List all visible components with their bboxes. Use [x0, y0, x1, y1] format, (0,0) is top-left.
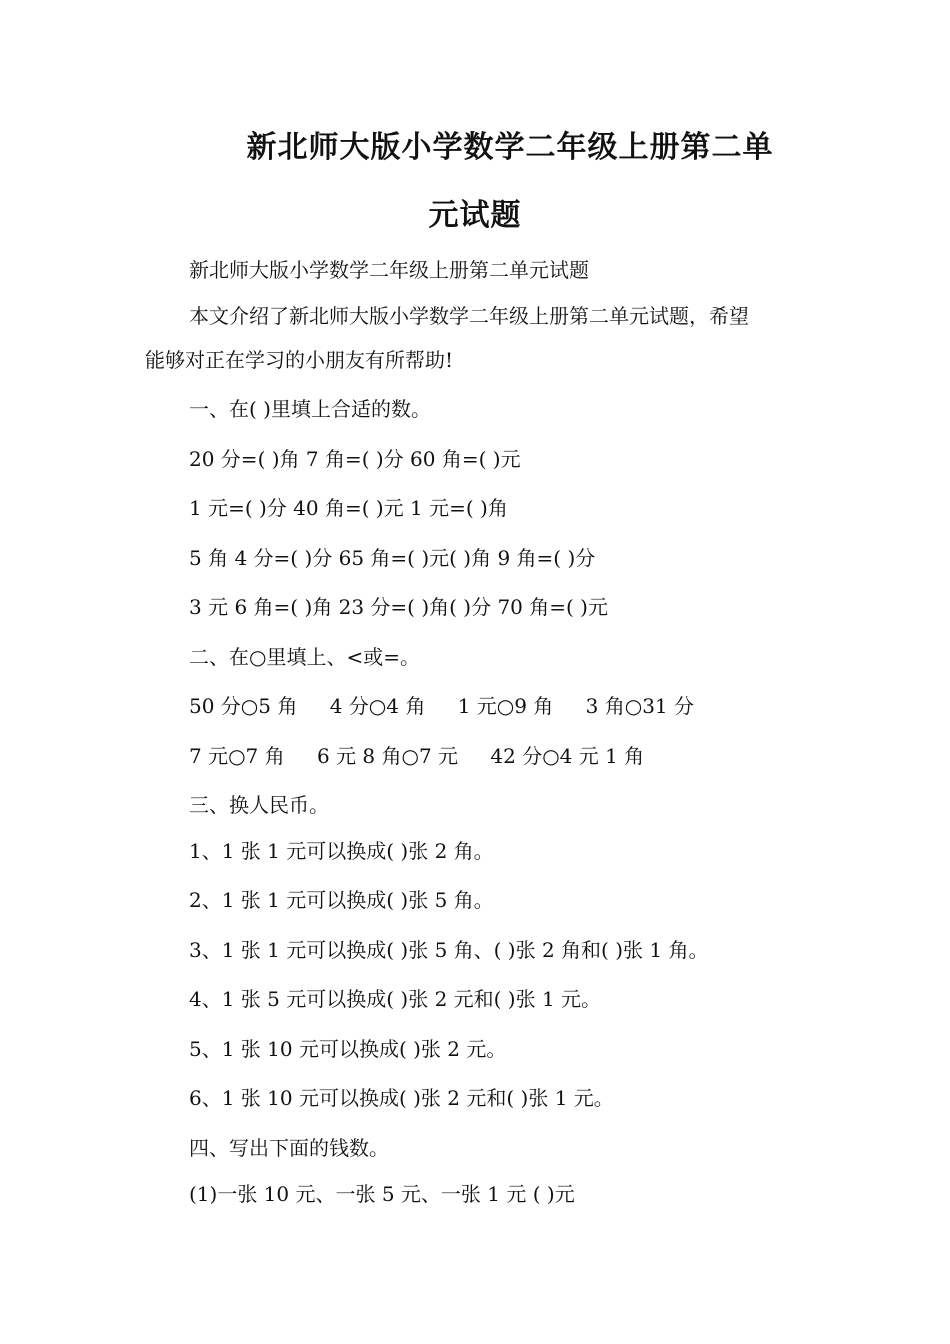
- comparison-item: 6 元 8 角○7 元: [316, 744, 459, 768]
- section-4-item: (1)一张 10 元、一张 5 元、一张 1 元 ( )元: [189, 1182, 575, 1206]
- section-3-item: 4、1 张 5 元可以换成( )张 2 元和( )张 1 元。: [189, 987, 602, 1011]
- section-2-row-2: [189, 742, 644, 770]
- section-3-item: 2、1 张 1 元可以换成( )张 5 角。: [189, 888, 494, 912]
- section-1-row: 20 分=( )角 7 角=( )分 60 角=( )元: [189, 447, 521, 471]
- comparison-item: 50 分○5 角: [189, 694, 298, 718]
- section-3-item: 5、1 张 10 元可以换成( )张 2 元。: [189, 1037, 507, 1061]
- intro-paragraph-line-2: 能够对正在学习的小朋友有所帮助!: [145, 348, 454, 372]
- section-3-heading: 三、换人民币。: [189, 793, 329, 817]
- document-title-line-1: 新北师大版小学数学二年级上册第二单: [246, 130, 774, 165]
- section-1-heading: 一、在( )里填上合适的数。: [189, 397, 431, 421]
- section-2-row-1: [189, 692, 694, 720]
- document-title-line-2: 元试题: [428, 198, 522, 233]
- section-3-item: 6、1 张 10 元可以换成( )张 2 元和( )张 1 元。: [189, 1086, 614, 1110]
- section-1-row: 5 角 4 分=( )分 65 角=( )元( )角 9 角=( )分: [189, 546, 596, 570]
- comparison-item: 42 分○4 元 1 角: [490, 744, 645, 768]
- section-2-heading: 二、在○里填上、<或=。: [189, 645, 420, 669]
- comparison-item: 4 分○4 角: [329, 694, 426, 718]
- intro-paragraph-line-1: 本文介绍了新北师大版小学数学二年级上册第二单元试题，希望: [189, 304, 749, 328]
- comparison-item: 3 角○31 分: [585, 694, 695, 718]
- comparison-item: 1 元○9 角: [457, 694, 554, 718]
- section-1-row: 3 元 6 角=( )角 23 分=( )角( )分 70 角=( )元: [189, 595, 608, 619]
- section-3-item: 1、1 张 1 元可以换成( )张 2 角。: [189, 839, 494, 863]
- section-1-row: 1 元=( )分 40 角=( )元 1 元=( )角: [189, 496, 508, 520]
- section-3-item: 3、1 张 1 元可以换成( )张 5 角、( )张 2 角和( )张 1 角。: [189, 938, 709, 962]
- document-subtitle: 新北师大版小学数学二年级上册第二单元试题: [189, 258, 589, 282]
- comparison-item: 7 元○7 角: [189, 744, 285, 768]
- section-4-heading: 四、写出下面的钱数。: [189, 1136, 389, 1160]
